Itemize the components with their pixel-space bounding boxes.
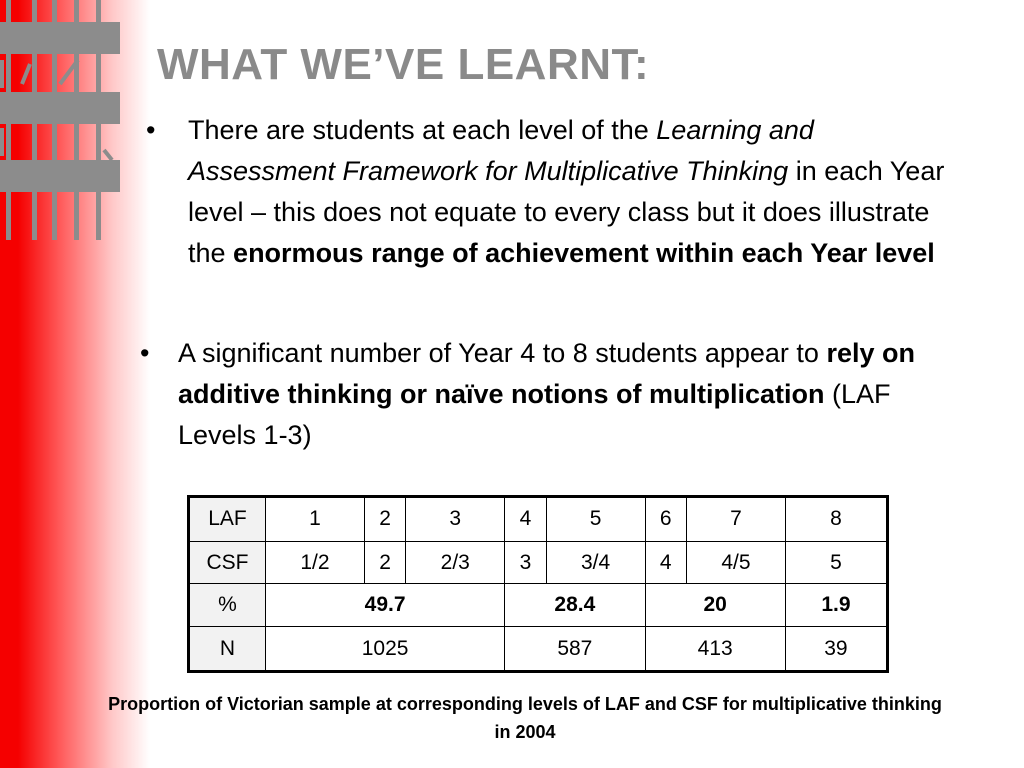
bullet-1-bold-text: enormous range of achievement within each Year level — [233, 238, 935, 268]
bullet-marker: • — [140, 338, 150, 368]
table-cell: 8 — [785, 497, 887, 542]
table-cell: 39 — [785, 627, 887, 672]
table-cell: 5 — [546, 497, 645, 542]
table-row-percent — [189, 584, 888, 627]
table-cell: 4 — [505, 497, 547, 542]
table-cell: 28.4 — [505, 584, 645, 627]
bullet-marker: • — [146, 115, 156, 145]
table-cell: 3 — [406, 497, 505, 542]
table-row-csf — [189, 541, 888, 584]
bullet-1-text: There are students at each level of the — [188, 115, 657, 145]
table-cell: 1 — [266, 497, 365, 542]
table-caption: Proportion of Victorian sample at corresponding levels of LAF and CSF for multiplicative thinking in 2004 — [108, 694, 942, 742]
bullet-2-text: A significant number of Year 4 to 8 students appear to — [178, 338, 827, 368]
table-cell: 5 — [785, 541, 887, 584]
table-cell: 49.7 — [266, 584, 505, 627]
table-cell: 3/4 — [546, 541, 645, 584]
row-header-csf: CSF — [189, 541, 266, 584]
scaffolding-graphic — [0, 0, 125, 240]
bullet-point-2 — [140, 333, 968, 456]
table-cell: 587 — [505, 627, 645, 672]
row-header-percent: % — [189, 584, 266, 627]
table-cell: 2 — [364, 541, 406, 584]
table-cell: 20 — [645, 584, 785, 627]
table-cell: 413 — [645, 627, 785, 672]
table-row-laf — [189, 497, 888, 542]
table-cell: 7 — [687, 497, 786, 542]
table-row-n — [189, 627, 888, 672]
table-cell: 2/3 — [406, 541, 505, 584]
table-cell: 4 — [645, 541, 687, 584]
table-cell: 4/5 — [687, 541, 786, 584]
table-cell: 1/2 — [266, 541, 365, 584]
bullet-1-italic-text: Learning and Assessment Framework for Multiplicative Thinking — [188, 115, 814, 186]
row-header-n: N — [189, 627, 266, 672]
table-cell: 2 — [364, 497, 406, 542]
bullet-point-1 — [146, 110, 958, 274]
table-cell: 3 — [505, 541, 547, 584]
row-header-laf: LAF — [189, 497, 266, 542]
laf-csf-table — [187, 495, 889, 673]
table-cell: 1025 — [266, 627, 505, 672]
table-cell: 1.9 — [785, 584, 887, 627]
bullet-1-text-continued: in each Year level – this does not equate to every class but it does illustrate the — [188, 156, 945, 268]
bullet-2-bold-text: rely on additive thinking or naïve notions of multiplication — [178, 338, 915, 409]
bullet-2-text-continued: (LAF Levels 1-3) — [178, 379, 891, 450]
table-cell: 6 — [645, 497, 687, 542]
slide-title: WHAT WE’VE LEARNT: — [157, 40, 650, 89]
